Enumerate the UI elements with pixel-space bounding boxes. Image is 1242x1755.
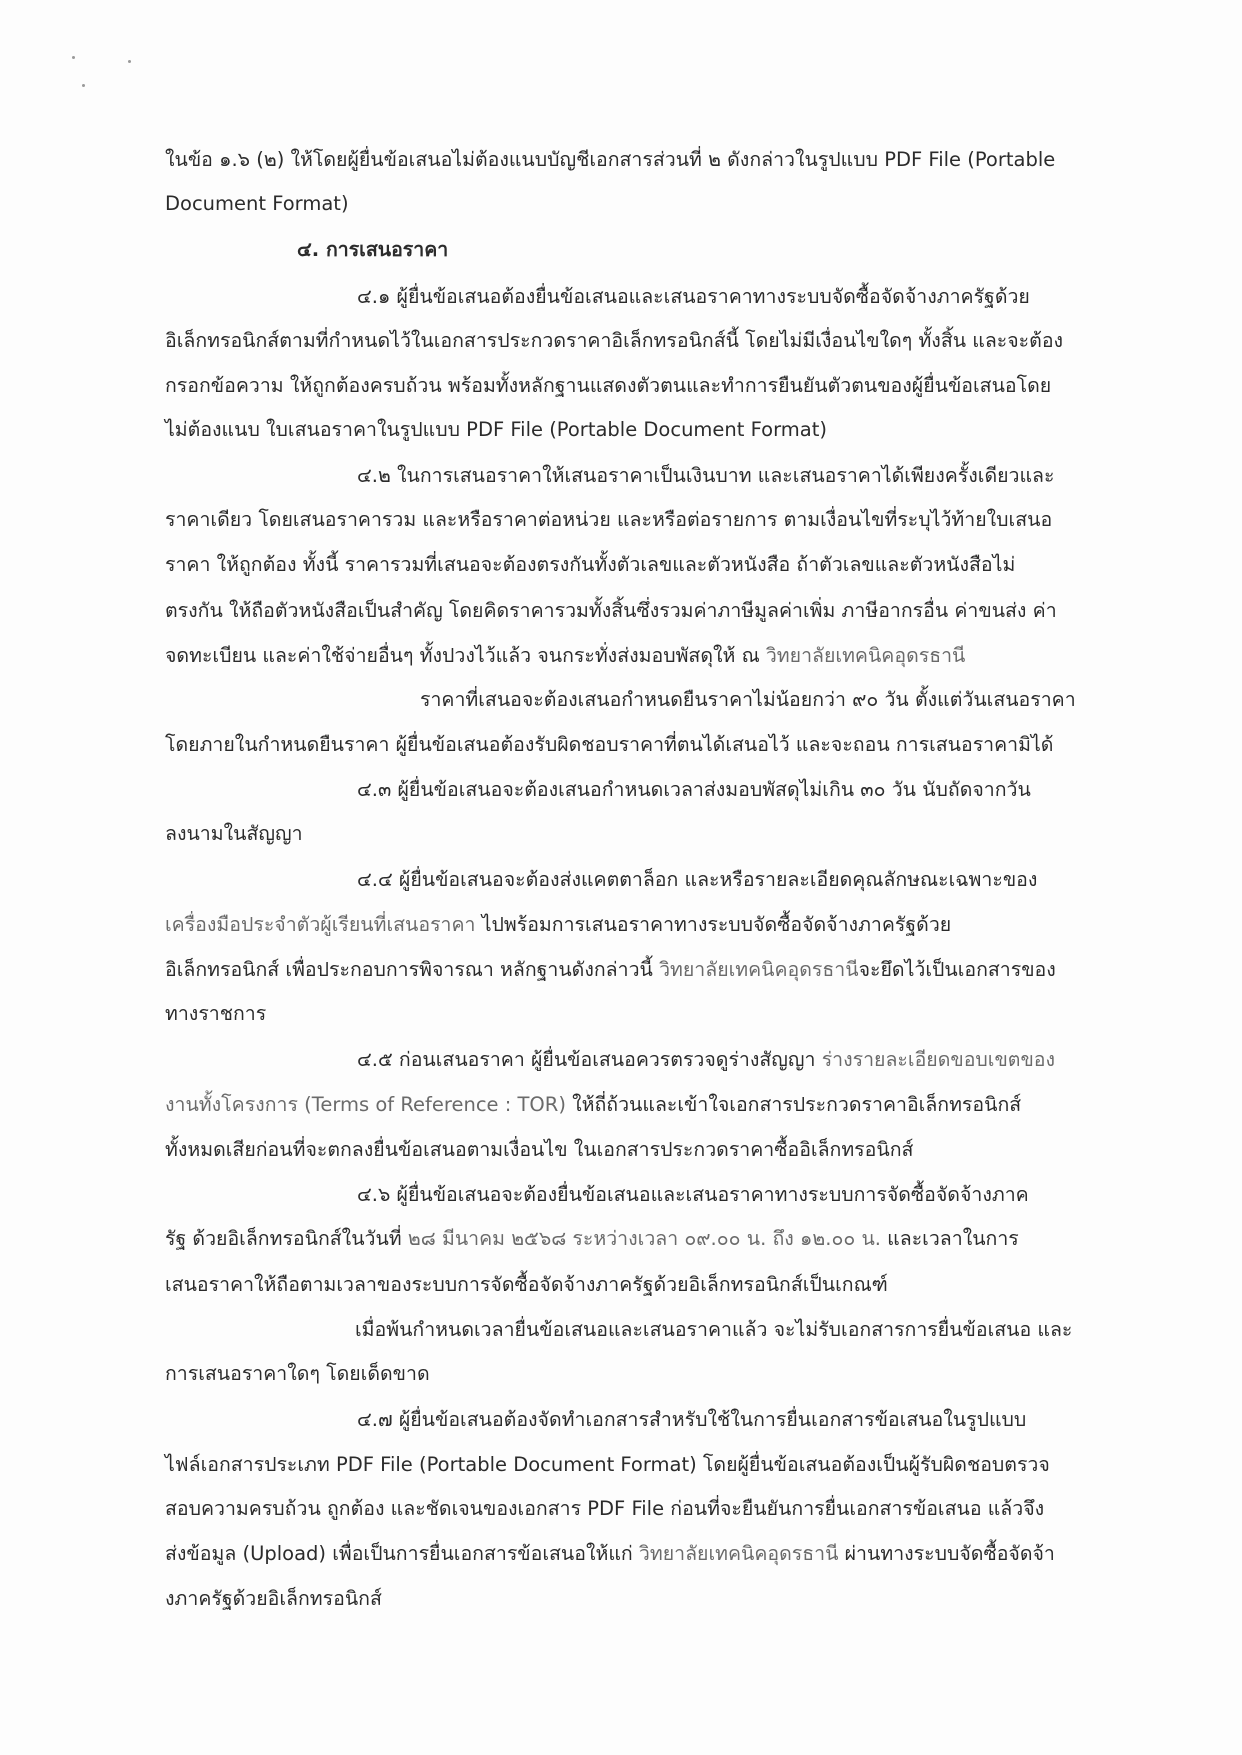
para-4-2-line-4: ตรงกัน ให้ถือตัวหนังสือเป็นสำคัญ โดยคิดราคารวมทั้งสิ้นซึ่งรวมค่าภาษีมูลค่าเพิ่ม ภาษีอากรอื่น ค่าขนส่ง ค่า xyxy=(165,599,1057,622)
para-4-3-line-2: ลงนามในสัญญา xyxy=(165,822,303,845)
para-4-2-line-6: ราคาที่เสนอจะต้องเสนอกำหนดยืนราคาไม่น้อยกว่า ๙๐ วัน ตั้งแต่วันเสนอราคา xyxy=(420,688,1076,711)
para-4-1-line-4: ไม่ต้องแนบ ใบเสนอราคาในรูปแบบ PDF File (Portable Document Format) xyxy=(165,418,827,441)
tor-reference: งานทั้งโครงการ (Terms of Reference : TOR) xyxy=(165,1093,566,1116)
college-name: วิทยาลัยเทคนิคอุดรธานี xyxy=(659,958,859,981)
college-name: วิทยาลัยเทคนิคอุดรธานี xyxy=(638,1542,839,1565)
scan-speck xyxy=(128,60,131,63)
body-line-2: Document Format) xyxy=(165,192,349,215)
submission-datetime: ๒๘ มีนาคม ๒๕๖๘ ระหว่างเวลา ๐๙.๐๐ น. ถึง ๑๒.๐๐ น. xyxy=(407,1227,881,1250)
para-4-7-line-3: สอบความครบถ้วน ถูกต้อง และชัดเจนของเอกสาร PDF File ก่อนที่จะยืนยันการยื่นเอกสารข้อเสนอ แล้วจึง xyxy=(165,1497,1045,1520)
para-4-7-line-4: ส่งข้อมูล (Upload) เพื่อเป็นการยื่นเอกสารข้อเสนอให้แก่ วิทยาลัยเทคนิคอุดรธานี ผ่านทางระบบจัดซื้อจัดจ้า xyxy=(165,1542,1055,1565)
para-4-2-line-1: ๔.๒ ในการเสนอราคาให้เสนอราคาเป็นเงินบาท และเสนอราคาได้เพียงครั้งเดียวและ xyxy=(357,464,1055,487)
para-4-2-line-7: โดยภายในกำหนดยืนราคา ผู้ยื่นข้อเสนอต้องรับผิดชอบราคาที่ตนได้เสนอไว้ และจะถอน การเสนอราคามิได้ xyxy=(165,733,1054,756)
para-4-4-line-4: ทางราชการ xyxy=(165,1002,267,1025)
para-4-7-line-5: งภาครัฐด้วยอิเล็กทรอนิกส์ xyxy=(165,1587,382,1610)
para-4-6-line-3: เสนอราคาให้ถือตามเวลาของระบบการจัดซื้อจัดจ้างภาครัฐด้วยอิเล็กทรอนิกส์เป็นเกณฑ์ xyxy=(165,1273,888,1296)
para-4-2-line-2: ราคาเดียว โดยเสนอราคารวม และหรือราคาต่อหน่วย และหรือต่อรายการ ตามเงื่อนไขที่ระบุไว้ท้ายใบเสนอ xyxy=(165,508,1053,531)
para-4-4-line-3: อิเล็กทรอนิกส์ เพื่อประกอบการพิจารณา หลักฐานดังกล่าวนี้ วิทยาลัยเทคนิคอุดรธานีจะยึดไว้เป็นเอกสารของ xyxy=(165,958,1056,981)
para-4-7-line-1: ๔.๗ ผู้ยื่นข้อเสนอต้องจัดทำเอกสารสำหรับใช้ในการยื่นเอกสารข้อเสนอในรูปแบบ xyxy=(357,1408,1027,1431)
college-name: วิทยาลัยเทคนิคอุดรธานี xyxy=(765,644,966,667)
para-4-3-line-1: ๔.๓ ผู้ยื่นข้อเสนอจะต้องเสนอกำหนดเวลาส่งมอบพัสดุไม่เกิน ๓๐ วัน นับถัดจากวัน xyxy=(357,778,1031,801)
scan-speck xyxy=(72,56,75,59)
para-4-4-line-1: ๔.๔ ผู้ยื่นข้อเสนอจะต้องส่งแคตตาล็อก และหรือรายละเอียดคุณลักษณะเฉพาะของ xyxy=(357,868,1038,891)
body-line-1: ในข้อ ๑.๖ (๒) ให้โดยผู้ยื่นข้อเสนอไม่ต้องแนบบัญชีเอกสารส่วนที่ ๒ ดังกล่าวในรูปแบบ PDF File (Portable xyxy=(165,148,1056,171)
para-4-2-line-3: ราคา ให้ถูกต้อง ทั้งนี้ ราคารวมที่เสนอจะต้องตรงกันทั้งตัวเลขและตัวหนังสือ ถ้าตัวเลขและตัวหนังสือไม่ xyxy=(165,553,1016,576)
para-4-2-line-5: จดทะเบียน และค่าใช้จ่ายอื่นๆ ทั้งปวงไว้แล้ว จนกระทั่งส่งมอบพัสดุให้ ณ วิทยาลัยเทคนิคอุดรธานี xyxy=(165,644,966,667)
para-4-5-line-1: ๔.๕ ก่อนเสนอราคา ผู้ยื่นข้อเสนอควรตรวจดูร่างสัญญา ร่างรายละเอียดขอบเขตของ xyxy=(357,1048,1056,1071)
para-4-1-line-2: อิเล็กทรอนิกส์ตามที่กำหนดไว้ในเอกสารประกวดราคาอิเล็กทรอนิกส์นี้ โดยไม่มีเงื่อนไขใดๆ ทั้งสิ้น และจะต้อง xyxy=(165,329,1064,352)
tor-reference: ร่างรายละเอียดขอบเขตของ xyxy=(821,1048,1056,1071)
para-4-5-line-2: งานทั้งโครงการ (Terms of Reference : TOR) ให้ถี่ถ้วนและเข้าใจเอกสารประกวดราคาอิเล็กทรอนิกส์ xyxy=(165,1093,1022,1116)
para-4-6-line-5: การเสนอราคาใดๆ โดยเด็ดขาด xyxy=(165,1362,430,1385)
section-heading: ๔. การเสนอราคา xyxy=(297,238,449,261)
para-4-7-line-2: ไฟล์เอกสารประเภท PDF File (Portable Document Format) โดยผู้ยื่นข้อเสนอต้องเป็นผู้รับผิดชอบตรวจ xyxy=(165,1453,1050,1476)
para-4-6-line-4: เมื่อพ้นกำหนดเวลายื่นข้อเสนอและเสนอราคาแล้ว จะไม่รับเอกสารการยื่นข้อเสนอ และ xyxy=(355,1318,1073,1341)
para-4-6-line-2: รัฐ ด้วยอิเล็กทรอนิกส์ในวันที่ ๒๘ มีนาคม ๒๕๖๘ ระหว่างเวลา ๐๙.๐๐ น. ถึง ๑๒.๐๐ น. และเวลาในการ xyxy=(165,1227,1019,1250)
scan-speck xyxy=(82,84,85,87)
para-4-4-line-2: เครื่องมือประจำตัวผู้เรียนที่เสนอราคา ไปพร้อมการเสนอราคาทางระบบจัดซื้อจัดจ้างภาครัฐด้วย xyxy=(165,913,952,936)
para-4-1-line-3: กรอกข้อความ ให้ถูกต้องครบถ้วน พร้อมทั้งหลักฐานแสดงตัวตนและทำการยืนยันตัวตนของผู้ยื่นข้อเสนอโดย xyxy=(165,374,1052,397)
para-4-6-line-1: ๔.๖ ผู้ยื่นข้อเสนอจะต้องยื่นข้อเสนอและเสนอราคาทางระบบการจัดซื้อจัดจ้างภาค xyxy=(357,1183,1029,1206)
item-name: เครื่องมือประจำตัวผู้เรียนที่เสนอราคา xyxy=(165,913,476,936)
para-4-5-line-3: ทั้งหมดเสียก่อนที่จะตกลงยื่นข้อเสนอตามเงื่อนไข ในเอกสารประกวดราคาซื้ออิเล็กทรอนิกส์ xyxy=(165,1138,914,1161)
para-4-1-line-1: ๔.๑ ผู้ยื่นข้อเสนอต้องยื่นข้อเสนอและเสนอราคาทางระบบจัดซื้อจัดจ้างภาครัฐด้วย xyxy=(357,285,1030,308)
